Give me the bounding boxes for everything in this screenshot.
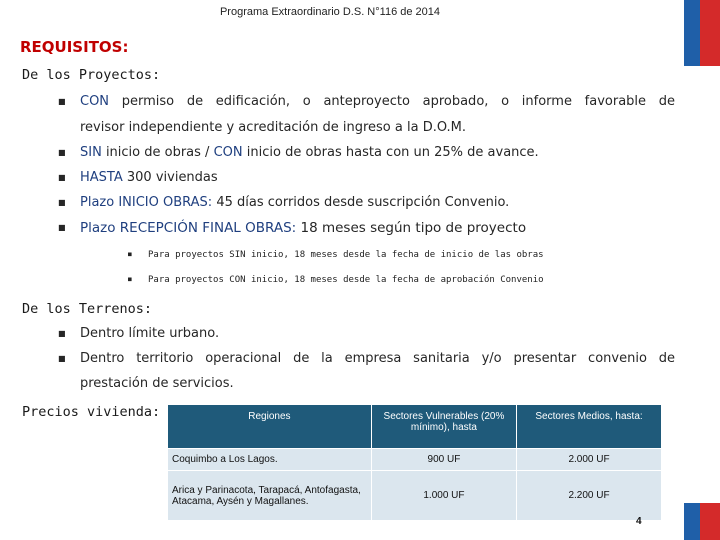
list-item (58, 94, 675, 110)
item-text: Dentro límite urbano. (80, 326, 220, 341)
bullet-icon: ■ (58, 97, 66, 106)
flag-red-stripe (700, 503, 720, 540)
bullet-icon: ■ (58, 354, 66, 363)
table-row (168, 471, 662, 521)
table-cell: 2.200 UF (517, 471, 662, 521)
prices-label: Precios vivienda: (22, 404, 161, 420)
item-text: inicio de obras hasta con un 25% de avance. (242, 145, 539, 160)
bullet-icon: ■ (128, 276, 132, 283)
bullet-icon: ■ (58, 148, 66, 157)
table-header: Regiones (168, 405, 372, 449)
table-cell: 900 UF (371, 449, 516, 471)
bullet-icon: ■ (58, 223, 66, 232)
bullet-icon: ■ (128, 251, 132, 258)
page-header: Programa Extraordinario D.S. N°116 de 2014 (219, 6, 441, 18)
bullet-icon: ■ (58, 198, 66, 207)
list-item (58, 351, 675, 367)
keyword: CON (213, 145, 243, 160)
item-text: Dentro territorio operacional de la empresa sanitaria y/o presentar convenio de (80, 351, 675, 366)
flag-decoration-bottom (684, 503, 720, 540)
bullet-icon: ■ (58, 173, 66, 182)
keyword: HASTA (80, 170, 123, 185)
table-cell: 2.000 UF (517, 449, 662, 471)
table-cell: 1.000 UF (371, 471, 516, 521)
item-text: 18 meses según tipo de proyecto (296, 220, 527, 236)
page-title: REQUISITOS: (20, 38, 129, 56)
keyword: CON (80, 94, 110, 109)
item-text: permiso de edificación, o anteproyecto aprobado, o informe favorable de (109, 94, 675, 109)
list-item (58, 326, 675, 342)
item-text: 45 días corridos desde suscripción Convenio. (212, 195, 510, 210)
list-item (58, 220, 675, 236)
table-header: Sectores Medios, hasta: (517, 405, 662, 449)
sub-item-text: Para proyectos CON inicio, 18 meses desde la fecha de aprobación Convenio (148, 275, 544, 285)
keyword: SIN (80, 145, 102, 160)
flag-blue-stripe (684, 503, 700, 540)
section-terrenos-label: De los Terrenos: (22, 301, 153, 317)
item-text: inicio de obras / (101, 145, 214, 160)
bullet-icon: ■ (58, 329, 66, 338)
item-continuation: revisor independiente y acreditación de ingreso a la D.O.M. (80, 120, 467, 135)
page-number: 4 (636, 516, 642, 527)
table-row (168, 449, 662, 471)
item-text: 300 viviendas (122, 170, 218, 185)
table-cell: Arica y Parinacota, Tarapacá, Antofagasta, Atacama, Aysén y Magallanes. (168, 471, 372, 521)
flag-red-stripe (700, 0, 720, 66)
list-item (58, 145, 675, 161)
section-proyectos-label: De los Proyectos: (22, 67, 161, 83)
list-item (58, 170, 675, 186)
list-item (58, 195, 675, 211)
flag-decoration-top (684, 0, 720, 66)
sub-item-text: Para proyectos SIN inicio, 18 meses desde la fecha de inicio de las obras (148, 250, 544, 260)
table-header: Sectores Vulnerables (20% mínimo), hasta (371, 405, 516, 449)
table-cell: Coquimbo a Los Lagos. (168, 449, 372, 471)
item-continuation: prestación de servicios. (80, 376, 234, 391)
keyword: Plazo RECEPCIÓN FINAL OBRAS: (80, 220, 297, 236)
prices-table (167, 404, 662, 521)
flag-blue-stripe (684, 0, 700, 66)
keyword: Plazo INICIO OBRAS: (80, 195, 213, 210)
